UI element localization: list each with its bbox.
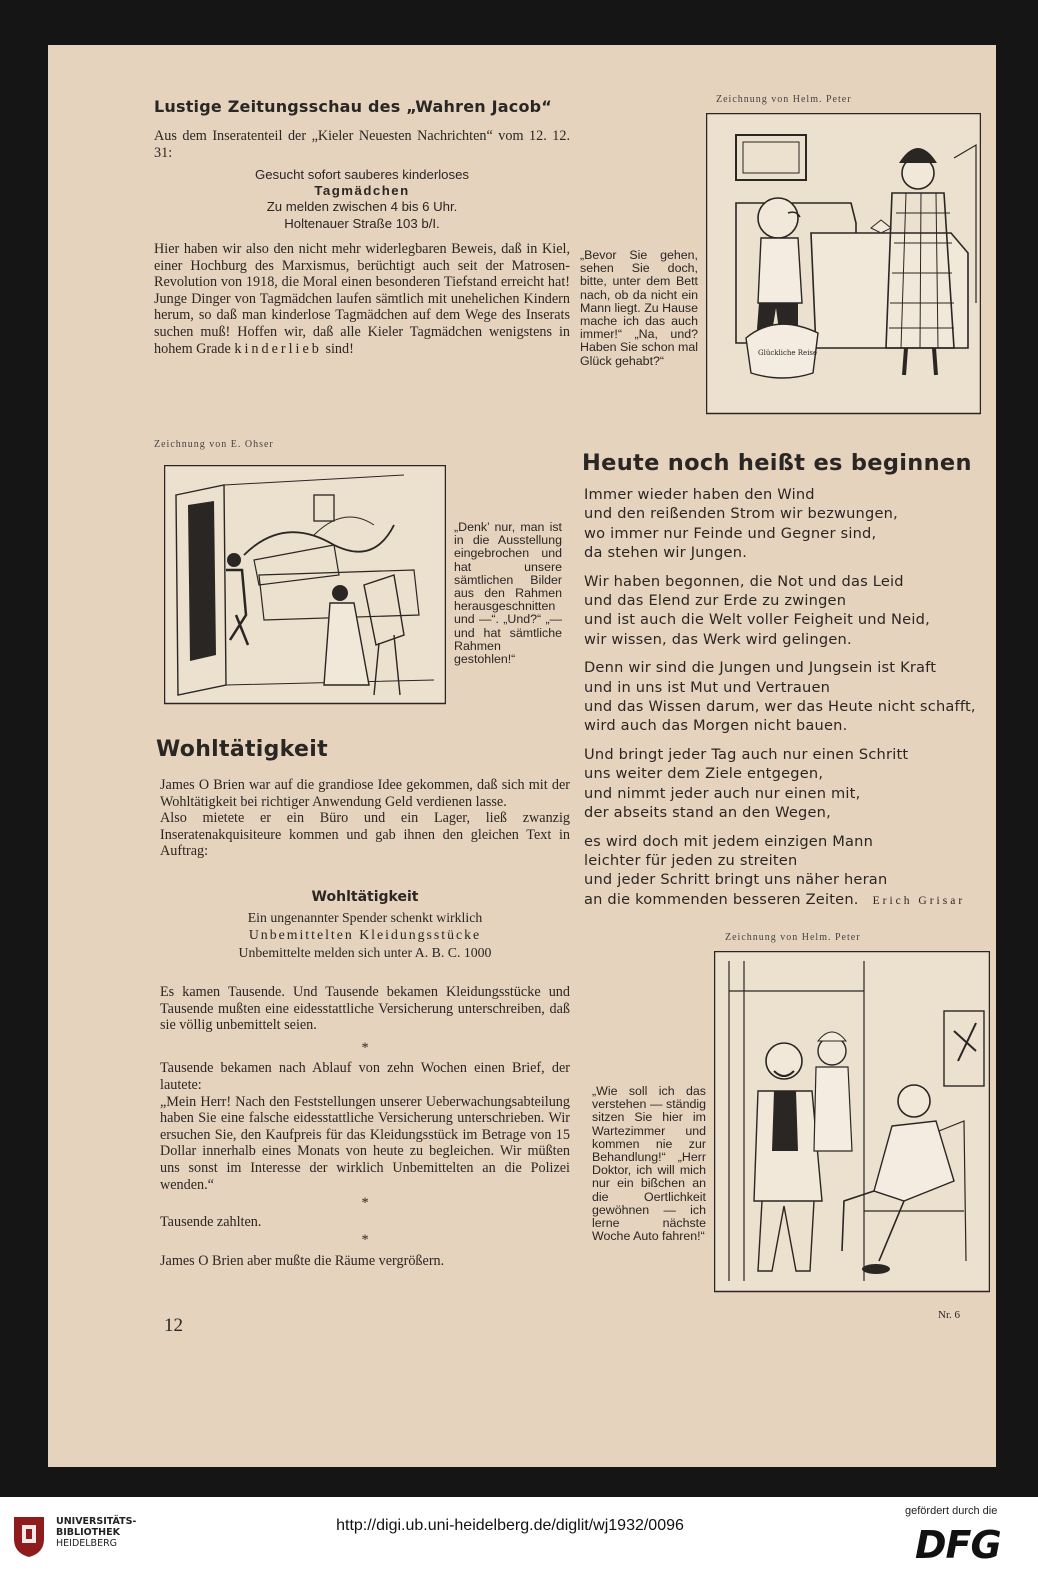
poem-line: und das Wissen darum, wer das Heute nicht schafft, [584, 698, 976, 716]
poem-line: es wird doch mit jedem einzigen Mann [584, 832, 874, 850]
cartoon-drawing [164, 465, 446, 705]
poem-stanza [584, 485, 996, 563]
poem-line: und in uns ist Mut und Vertrauen [584, 678, 831, 696]
poem-line: Denn wir sind die Jungen und Jungsein ist Kraft [584, 659, 937, 677]
article2-paragraph: James O Brien war auf die grandiose Idee gekommen, daß sich mit der Wohltätigkeit bei richtiger Anwendung Geld verdienen lasse. [160, 777, 570, 810]
cartoon-caption: „Bevor Sie gehen, sehen Sie doch, bitte, unter dem Bett nach, ob da nicht ein Mann liegt. Zu Hause mache ich das auch immer!“ „Na, und? Haben Sie schon mal Glück gehabt?“ [580, 248, 698, 368]
article2-paragraph: Es kamen Tausende. Und Tausende bekamen Kleidungsstücke und Tausende mußten eine eidesstattliche Versicherung unterschreiben, daß sie völlig unbemittelt seien. [160, 984, 570, 1034]
article2-paragraph: Tausende zahlten. [160, 1213, 262, 1230]
cartoon-credit: Zeichnung von Helm. Peter [716, 94, 852, 105]
dfg-logo: DFG [915, 1523, 1001, 1567]
poem-line: und ist auch die Welt voller Feigheit und Neid, [584, 611, 930, 629]
library-name-line: HEIDELBERG [56, 1538, 118, 1549]
poem-line: Und bringt jeder Tag auch nur einen Schritt [584, 745, 909, 763]
poem-body [584, 485, 996, 911]
article2-title: Wohltätigkeit [156, 737, 328, 762]
ad-line: Holtenauer Straße 103 b/I. [284, 215, 440, 231]
article2-paragraph: James O Brien aber mußte die Räume vergrößern. [160, 1252, 445, 1269]
poem-title: Heute noch heißt es beginnen [582, 450, 972, 476]
charity-ad-line: Ein ungenannter Spender schenkt wirklich [247, 910, 483, 925]
poem-line [584, 890, 996, 911]
cartoon-drawing [714, 951, 990, 1293]
magazine-page [48, 45, 996, 1467]
charity-ad-line: Unbemittelte melden sich unter A. B. C. 1000 [238, 945, 492, 960]
article2-paragraph: Also mietete er ein Büro und ein Lager, ließ zwanzig Inseratenakquisiteure kommen und gab ihnen den gleichen Text in Auftrag: [160, 810, 570, 860]
article1-body-end: sind! [325, 340, 354, 357]
poem-stanza [584, 658, 996, 736]
permalink-url[interactable]: http://digi.ub.uni-heidelberg.de/diglit/wj1932/0096 [336, 1517, 684, 1534]
poem-author: Erich Grisar [872, 894, 966, 907]
cartoon-credit: Zeichnung von E. Ohser [154, 439, 274, 450]
article2-paragraph: „Mein Herr! Nach den Feststellungen unserer Ueberwachungsabteilung haben Sie eine falsche eidesstattliche Versicherung unterschrieben. Wir ersuchen Sie, den Kaufpreis für das Kleidungsstück im Betrage von 15 Dollar innerhalb eines Monats von heute zu begleichen. Wir müßten uns sonst im Interesse der wirklich Unbemittelten an die Polizei wenden.“ [160, 1093, 570, 1193]
cartoon-caption: „Denk’ nur, man ist in die Ausstellung eingebrochen und hat unsere sämtlichen Bilder aus den Rahmen herausgeschnitten und —“. „Und?“ „— und hat sämtliche Rahmen gestohlen!“ [454, 520, 562, 667]
article2-body [160, 777, 570, 860]
funding-note: gefördert durch die [905, 1505, 998, 1517]
library-name-line: UNIVERSITÄTS- [56, 1516, 137, 1527]
separator-star: * [361, 1039, 369, 1056]
poem-line: da stehen wir Jungen. [584, 544, 748, 562]
classified-ad [154, 167, 570, 232]
article1-body [154, 241, 570, 357]
poem-line: und jeder Schritt bringt uns näher heran [584, 871, 888, 889]
charity-ad-box [160, 889, 570, 962]
article1-title: Lustige Zeitungsschau des „Wahren Jacob“ [154, 97, 553, 116]
poem-line: der abseits stand an den Wegen, [584, 804, 831, 822]
poem-stanza [584, 572, 996, 650]
poem-stanza [584, 832, 996, 912]
poem-line: wird auch das Morgen nicht bauen. [584, 717, 848, 735]
cartoon-ohser [164, 465, 446, 705]
viewer-footer [0, 1497, 1038, 1593]
library-name-line: BIBLIOTHEK [56, 1527, 120, 1538]
cartoon-credit: Zeichnung von Helm. Peter [725, 932, 861, 943]
poem-line: leichter für jeden zu streiten [584, 851, 798, 869]
ad-headline: Tagmädchen [314, 183, 410, 199]
poem-line: Immer wieder haben den Wind [584, 486, 815, 503]
charity-ad-line: Unbemittelten Kleidungsstücke [248, 927, 482, 942]
poem-line: und den reißenden Strom wir bezwungen, [584, 505, 898, 523]
poem-line: Wir haben begonnen, die Not und das Leid [584, 572, 904, 590]
ad-line: Gesucht sofort sauberes kinderloses [254, 167, 470, 182]
library-name [56, 1516, 136, 1549]
ad-line: Zu melden zwischen 4 bis 6 Uhr. [266, 199, 458, 215]
university-seal-icon [10, 1513, 48, 1559]
article2-paragraph: Tausende bekamen nach Ablauf von zehn Wochen einen Brief, der lautete: [160, 1060, 570, 1093]
poem-last-line: an die kommenden besseren Zeiten. [584, 890, 859, 908]
charity-ad-title: Wohltätigkeit [311, 889, 419, 905]
poem-line: uns weiter dem Ziele entgegen, [584, 765, 824, 783]
article1-body-text: Hier haben wir also den nicht mehr widerlegbaren Beweis, daß in Kiel, einer Hochburg des Marxismus, berüchtigt auch seit der Matrosen-Revolution von 1918, die Moral einen besonderen Tiefstand erreicht hat! Junge Dinger von Tagmädchen laufen sämtlich mit unehelichen Kindern herum, so daß man kinderlose Tagmädchen auf dem Wege des Inserats suchen muß! Hoffen wir, daß alle Kieler Tagmädchen wenigstens in hohem Grade [154, 241, 570, 357]
issue-number: Nr. 6 [938, 1309, 960, 1321]
article2-body-continued [160, 984, 570, 1270]
page-number: 12 [164, 1315, 183, 1336]
separator-star: * [361, 1232, 369, 1249]
cartoon-drawing [706, 113, 981, 423]
cartoon-peter-2 [714, 951, 990, 1293]
poem-line: wir wissen, das Werk wird gelingen. [584, 630, 852, 648]
cartoon-peter-1 [706, 113, 981, 423]
cartoon-caption: „Wie soll ich das verstehen — ständig sitzen Sie hier im Wartezimmer und kommen nie zur Behandlung!“ „Herr Doktor, ich will mich nur ein bißchen an die Oertlichkeit gewöhnen — ich lerne nächste Woche Auto fahren!“ [592, 1084, 706, 1244]
separator-star: * [361, 1195, 369, 1212]
poem-line: und nimmt jeder auch nur einen mit, [584, 784, 861, 802]
article1-intro: Aus dem Inseratenteil der „Kieler Neuesten Nachrichten“ vom 12. 12. 31: [154, 128, 570, 161]
poem-line: wo immer nur Feinde und Gegner sind, [584, 524, 877, 542]
bag-label: Glückliche Reise [758, 349, 818, 357]
poem-stanza [584, 745, 996, 823]
poem-line: und das Elend zur Erde zu zwingen [584, 592, 847, 610]
article1-spaced-word: kinderlieb [234, 340, 322, 357]
